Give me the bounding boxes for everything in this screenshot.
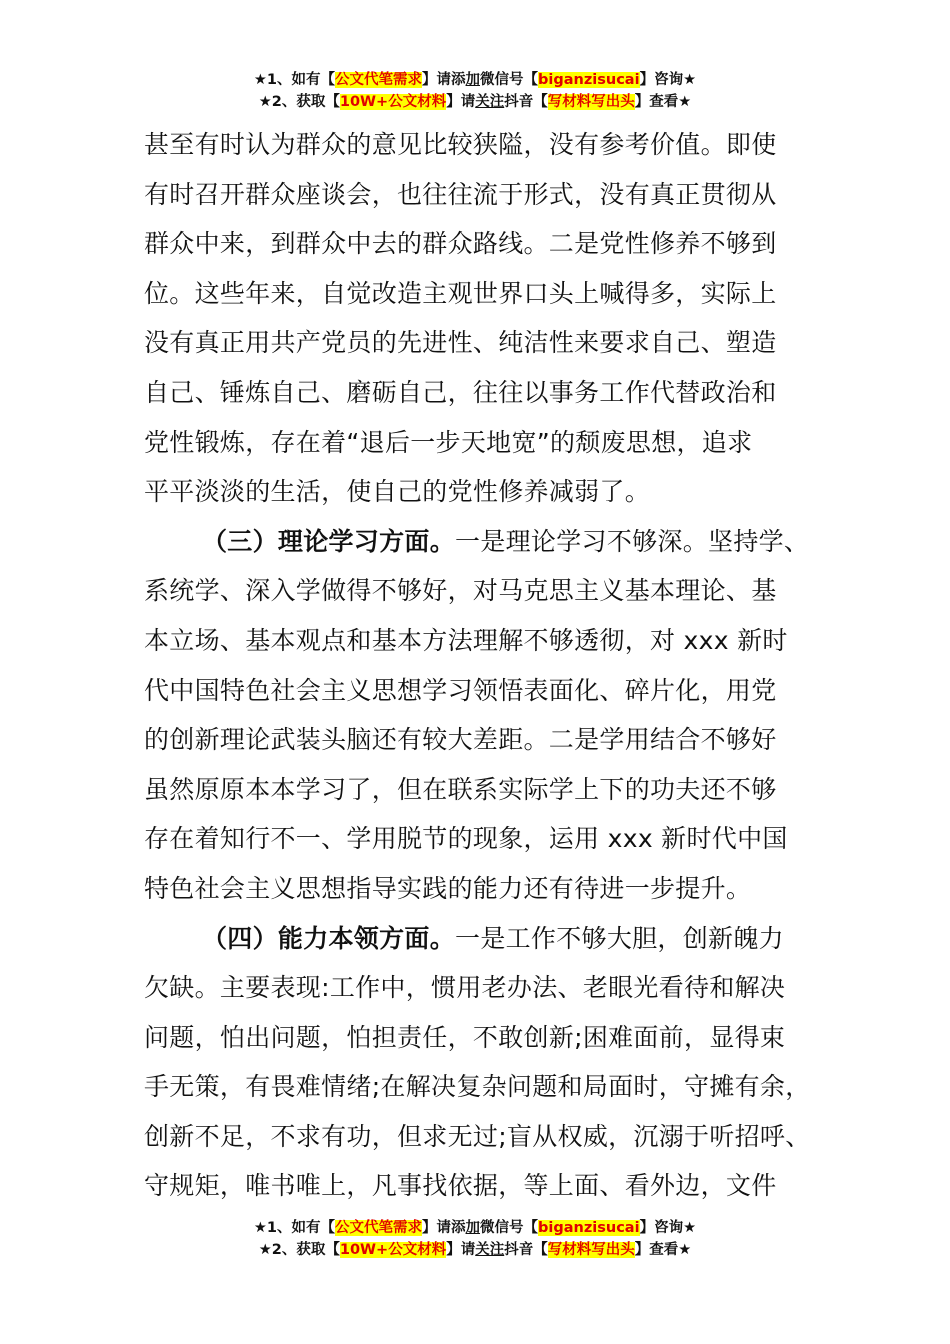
banner-text: 微信号【 [480, 1220, 539, 1236]
banner-text: 】请 [446, 1242, 476, 1258]
body-line: 创新不足，不求有功，但求无过;盲从权威，沉溺于听招呼、 [144, 1121, 811, 1151]
banner-text: ★2、获取【 [258, 1242, 340, 1258]
section-3-first-line [144, 517, 824, 567]
body-line: 有时召开群众座谈会，也往往流于形式，没有真正贯彻从 [144, 179, 777, 209]
banner-highlight: biganzisucai [538, 72, 640, 88]
banner-line-2 [0, 91, 950, 113]
body-line: 平平淡淡的生活，使自己的党性修养减弱了。 [144, 477, 651, 507]
banner-text: ★1、如有【 [253, 1220, 336, 1236]
banner-line-1 [0, 1217, 950, 1239]
banner-text: 】查看★ [634, 94, 692, 110]
body-line: 代中国特色社会主义思想学习领悟表面化、碎片化，用党 [144, 675, 777, 705]
body-line: 位。这些年来，自觉改造主观世界口头上喊得多，实际上 [144, 278, 777, 308]
banner-text: 】咨询★ [639, 72, 697, 88]
document-body [144, 120, 824, 1211]
body-line: 甚至有时认为群众的意见比较狭隘，没有参考价值。即使 [144, 130, 777, 159]
banner-text: 加 [465, 72, 481, 88]
banner-text: 关注 [475, 94, 505, 110]
section-3-heading: （三）理论学习方面。 [202, 526, 456, 556]
header-banner [0, 69, 950, 113]
body-line: 手无策，有畏难情绪;在解决复杂问题和局面时，守摊有余， [144, 1072, 811, 1102]
banner-highlight: biganzisucai [538, 1220, 640, 1236]
banner-highlight: 10W+公文材料 [339, 94, 447, 110]
banner-text: 】查看★ [634, 1242, 692, 1258]
body-line: 系统学、深入学做得不够好，对马克思主义基本理论、基 [144, 576, 777, 606]
section-4-first-line [144, 914, 824, 964]
banner-text: 】请 [446, 94, 476, 110]
banner-highlight: 10W+公文材料 [339, 1242, 447, 1258]
body-line: 特色社会主义思想指导实践的能力还有待进一步提升。 [144, 873, 752, 903]
banner-line-1 [0, 69, 950, 91]
banner-text: 】请添 [422, 1220, 466, 1236]
body-line: 问题，怕出问题，怕担责任，不敢创新;困难面前，显得束 [144, 1022, 786, 1052]
body-line: 存在着知行不一、学用脱节的现象，运用 xxx 新时代中国 [144, 824, 788, 854]
body-line: 党性锻炼，存在着“退后一步天地宽”的颓废思想，追求 [144, 427, 753, 457]
banner-text: 微信号【 [480, 72, 539, 88]
banner-text: ★2、获取【 [258, 94, 340, 110]
body-line: 守规矩，唯书唯上，凡事找依据，等上面、看外边，文件 [144, 1171, 777, 1201]
banner-text: 加 [465, 1220, 481, 1236]
banner-text: 抖音【 [504, 94, 548, 110]
body-text: 一是工作不够大胆，创新魄力 [455, 923, 784, 953]
section-4-heading: （四）能力本领方面。 [202, 923, 456, 953]
body-line: 虽然原原本本学习了，但在联系实际学上下的功夫还不够 [144, 774, 777, 804]
banner-highlight: 写材料写出头 [547, 94, 635, 110]
banner-highlight: 公文代笔需求 [335, 1220, 423, 1236]
banner-text: 关注 [475, 1242, 505, 1258]
banner-highlight: 写材料写出头 [547, 1242, 635, 1258]
body-line: 欠缺。主要表现:工作中，惯用老办法、老眼光看待和解决 [144, 973, 786, 1003]
body-line: 群众中来，到群众中去的群众路线。二是党性修养不够到 [144, 229, 777, 259]
banner-line-2 [0, 1239, 950, 1261]
banner-text: 】咨询★ [639, 1220, 697, 1236]
body-line: 自己、锤炼自己、磨砺自己，往往以事务工作代替政治和 [144, 377, 777, 407]
body-line: 本立场、基本观点和基本方法理解不够透彻，对 xxx 新时 [144, 625, 788, 655]
footer-banner [0, 1217, 950, 1261]
banner-text: 抖音【 [504, 1242, 548, 1258]
body-line: 没有真正用共产党员的先进性、纯洁性来要求自己、塑造 [144, 328, 777, 358]
banner-text: 】请添 [422, 72, 466, 88]
banner-highlight: 公文代笔需求 [335, 72, 423, 88]
banner-text: ★1、如有【 [253, 72, 336, 88]
body-line: 的创新理论武装头脑还有较大差距。二是学用结合不够好 [144, 725, 777, 755]
body-text: 一是理论学习不够深。坚持学、 [455, 526, 810, 556]
